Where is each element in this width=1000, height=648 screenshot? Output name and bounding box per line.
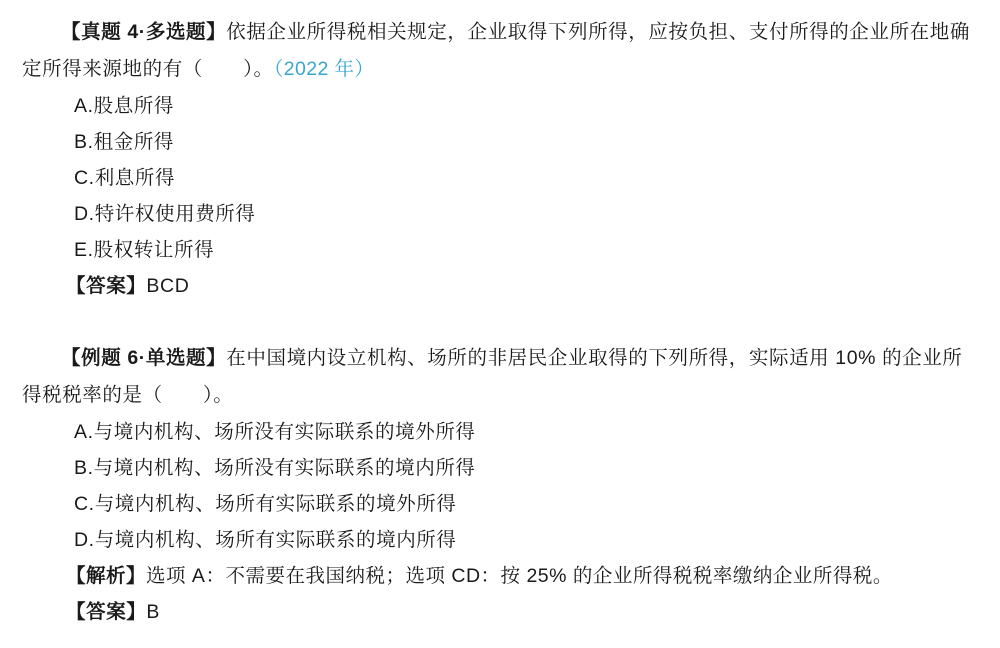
answer-text-1: BCD xyxy=(146,275,190,297)
answer-line-2 xyxy=(22,594,972,630)
option-item: A.股息所得 xyxy=(74,95,175,117)
question-block-2 xyxy=(22,340,972,630)
question-block-1 xyxy=(22,14,972,304)
explain-line-2 xyxy=(22,558,972,594)
answer-tag-1: 【答案】 xyxy=(66,275,147,297)
explain-tag-2: 【解析】 xyxy=(66,565,147,587)
option-item: D.特许权使用费所得 xyxy=(74,203,256,225)
option-item: E.股权转让所得 xyxy=(74,239,215,261)
question-stem-2 xyxy=(22,340,972,414)
option-item: A.与境内机构、场所没有实际联系的境外所得 xyxy=(74,421,476,443)
question-tag-1: 【真题 4·多选题】 xyxy=(61,21,227,43)
question-year-1: （2022 年） xyxy=(273,58,375,80)
option-item: B.与境内机构、场所没有实际联系的境内所得 xyxy=(74,457,476,479)
question-stem-1 xyxy=(22,14,972,88)
question-stem-text-1: 依据企业所得税相关规定，企业取得下列所得，应按负担、支付所得的企业所在地确定所得来源地的有（ ）。 xyxy=(22,21,970,80)
option-item: C.与境内机构、场所有实际联系的境外所得 xyxy=(74,493,457,515)
explain-text-2: 选项 A：不需要在我国纳税；选项 CD：按 25% 的企业所得税税率缴纳企业所得税。 xyxy=(146,565,893,587)
question-stem-text-2: 在中国境内设立机构、场所的非居民企业取得的下列所得，实际适用 10% 的企业所得税税率的是（ ）。 xyxy=(22,347,963,406)
answer-tag-2: 【答案】 xyxy=(66,601,147,623)
answer-line-1 xyxy=(22,268,972,304)
question-tag-2: 【例题 6·单选题】 xyxy=(61,347,227,369)
option-item: D.与境内机构、场所有实际联系的境内所得 xyxy=(74,529,457,551)
option-item: C.利息所得 xyxy=(74,167,176,189)
option-item: B.租金所得 xyxy=(74,131,175,153)
block-spacer xyxy=(22,304,972,340)
answer-text-2: B xyxy=(146,601,161,623)
